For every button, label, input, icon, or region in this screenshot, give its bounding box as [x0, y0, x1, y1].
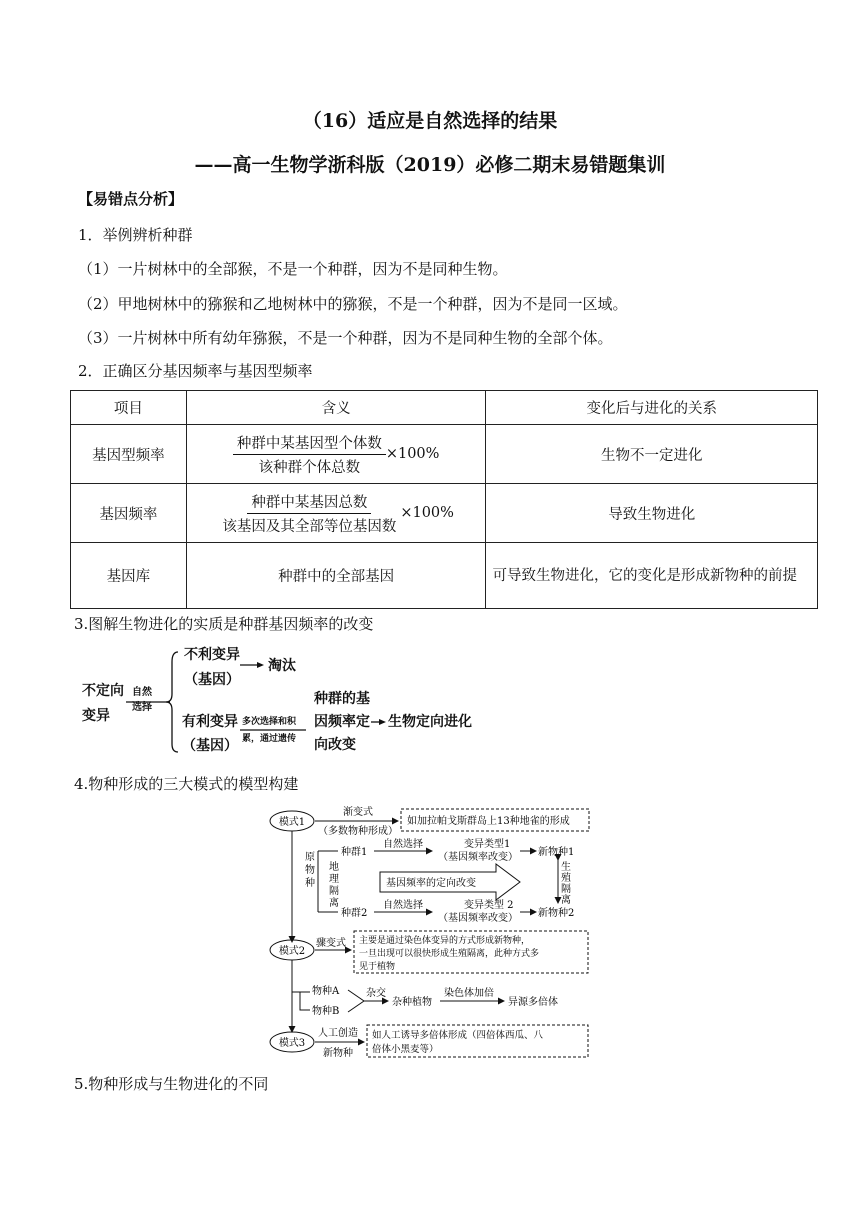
page-subtitle: ——高一生物学浙科版（2019）必修二期末易错题集训 — [194, 154, 666, 176]
item1-point-3: （3）一片树林中所有幼年猕猴，不是一个种群，因为不是同种生物的全部个体。 — [78, 329, 613, 347]
result-line-2: 因频率定 — [314, 714, 370, 730]
sudden-desc-3: 见于植物 — [359, 962, 396, 972]
section-label: 【易错点分析】 — [78, 190, 184, 208]
mode3-label: 模式3 — [278, 1038, 306, 1049]
process-label-2: 累，通过遗传 — [242, 734, 297, 744]
fraction-factor: ×100% — [400, 505, 454, 521]
artificial-sub-label: 新物种 — [323, 1048, 353, 1059]
artificial-desc-2: 倍体小黑麦等） — [372, 1044, 439, 1055]
branch-line — [292, 992, 310, 1010]
artificial-label: 人工创造 — [318, 1028, 358, 1039]
table-cell-item: 基因库 — [71, 543, 187, 609]
repro-isolation-2: 殖 — [561, 873, 571, 884]
table-header: 项目 — [71, 391, 187, 425]
page-title: （16）适应是自然选择的结果 — [302, 110, 558, 132]
natural-selection-2: 自然选择 — [383, 900, 423, 911]
pop1-label: 种群1 — [341, 847, 368, 858]
speciesA-label: 物种A — [312, 986, 340, 997]
freq-change-2: （基因频率改变） — [438, 913, 518, 924]
item1-point-1: （1）一片树林中的全部猴，不是一个种群，因为不是同种生物。 — [78, 260, 508, 278]
item2-heading: 2．正确区分基因频率与基因型频率 — [78, 362, 313, 380]
fraction-numerator: 种群中某基因总数 — [247, 491, 371, 514]
item5-heading: 5.物种形成与生物进化的不同 — [74, 1075, 269, 1093]
artificial-desc-1: 如人工诱导多倍体形成（四倍体西瓜、八 — [372, 1030, 544, 1041]
table-cell-relation: 导致生物进化 — [486, 484, 818, 543]
table-header: 变化后与进化的关系 — [486, 391, 818, 425]
arrowhead-icon — [379, 719, 386, 725]
table-header-row — [71, 391, 818, 425]
source-label-1: 不定向 — [82, 683, 124, 699]
variation-selection-diagram — [70, 640, 490, 765]
variant2-label: 变异类型 2 — [464, 900, 514, 911]
eliminated-label: 淘汰 — [268, 658, 296, 674]
table-header: 含义 — [186, 391, 486, 425]
directional-label: 基因频率的定向改变 — [386, 878, 476, 889]
fraction-formula — [218, 491, 454, 536]
bad-variation-label: 不利变异 — [184, 647, 240, 663]
mode1-label: 模式1 — [278, 817, 306, 828]
new-species-1: 新物种1 — [538, 847, 575, 858]
selection-label-2: 选择 — [132, 702, 152, 713]
fraction-numerator: 种群中某基因型个体数 — [233, 432, 386, 455]
source-label-2: 变异 — [82, 708, 110, 724]
table-cell-item: 基因频率 — [71, 484, 187, 543]
repro-isolation-1: 生 — [561, 862, 571, 873]
gradual-example: 如加拉帕戈斯群岛上13种地雀的形成 — [407, 816, 570, 827]
item1-heading: 1．举例辨析种群 — [78, 226, 193, 244]
geo-isolation-3: 隔 — [329, 886, 339, 897]
geo-isolation-2: 理 — [329, 874, 339, 885]
pop2-label: 种群2 — [341, 908, 368, 919]
variant1-label: 变异类型1 — [464, 839, 511, 850]
table-cell-meaning: 种群中的全部基因 — [186, 543, 486, 609]
table-row — [71, 484, 818, 543]
hybrid-label: 杂交 — [366, 988, 386, 999]
sudden-desc-2: 一旦出现可以很快形成生殖隔离，此种方式多 — [359, 949, 540, 959]
fraction-factor: ×100% — [385, 446, 440, 462]
result-line-1: 种群的基 — [314, 691, 370, 707]
item3-heading: 3.图解生物进化的实质是种群基因频率的改变 — [74, 615, 374, 633]
good-variation-label: 有利变异 — [182, 714, 238, 730]
fraction-denominator: 该种群个体总数 — [258, 459, 361, 476]
freq-change-1: （基因频率改变） — [438, 852, 518, 863]
new-species-2: 新物种2 — [538, 908, 575, 919]
gradual-sub-label: （多数物种形成） — [318, 826, 398, 837]
table-cell-item: 基因型频率 — [71, 425, 187, 484]
doubling-label: 染色体加倍 — [444, 988, 494, 999]
allopolyploid-label: 异源多倍体 — [508, 997, 558, 1008]
sudden-desc-1: 主要是通过染色体变异的方式形成新物种， — [359, 936, 531, 946]
original-species-3: 种 — [305, 878, 315, 889]
original-species-1: 原 — [305, 852, 315, 863]
repro-isolation-4: 离 — [561, 895, 571, 906]
fraction-denominator: 该基因及其全部等位基因数 — [222, 518, 397, 535]
arrowhead-icon — [257, 662, 264, 668]
item1-point-2: （2）甲地树林中的猕猴和乙地树林中的猕猴，不是一个种群，因为不是同一区域。 — [78, 295, 628, 313]
table-cell-relation: 生物不一定进化 — [486, 425, 818, 484]
gradual-label: 渐变式 — [343, 807, 373, 818]
frequency-table — [70, 390, 818, 609]
geo-isolation-4: 离 — [329, 898, 339, 909]
speciesB-label: 物种B — [312, 1006, 340, 1017]
table-row — [71, 425, 818, 484]
bad-gene-label: （基因） — [184, 672, 240, 688]
repro-isolation-3: 隔 — [561, 884, 571, 895]
geo-isolation-1: 地 — [329, 862, 339, 873]
result-line-3: 向改变 — [314, 737, 356, 753]
original-species-2: 物 — [305, 865, 315, 876]
sudden-label: 骤变式 — [316, 938, 346, 949]
outcome-label: 生物定向进化 — [388, 714, 472, 730]
merge-icon — [348, 990, 364, 1012]
natural-selection-1: 自然选择 — [383, 839, 423, 850]
selection-label-1: 自然 — [132, 687, 152, 698]
table-row — [71, 543, 818, 609]
table-cell-relation: 可导致生物进化，它的变化是形成新物种的前提 — [486, 543, 818, 609]
mode2-label: 模式2 — [278, 946, 306, 957]
table-cell-meaning — [186, 425, 486, 484]
process-label-1: 多次选择和积 — [242, 717, 297, 727]
hybrid-plant-label: 杂种植物 — [392, 997, 432, 1008]
table-cell-meaning — [186, 484, 486, 543]
speciation-modes-diagram — [268, 800, 593, 1062]
brace-icon — [166, 652, 178, 752]
fraction-formula — [233, 432, 440, 477]
good-gene-label: （基因） — [182, 738, 238, 754]
item4-heading: 4.物种形成的三大模式的模型构建 — [74, 775, 299, 793]
